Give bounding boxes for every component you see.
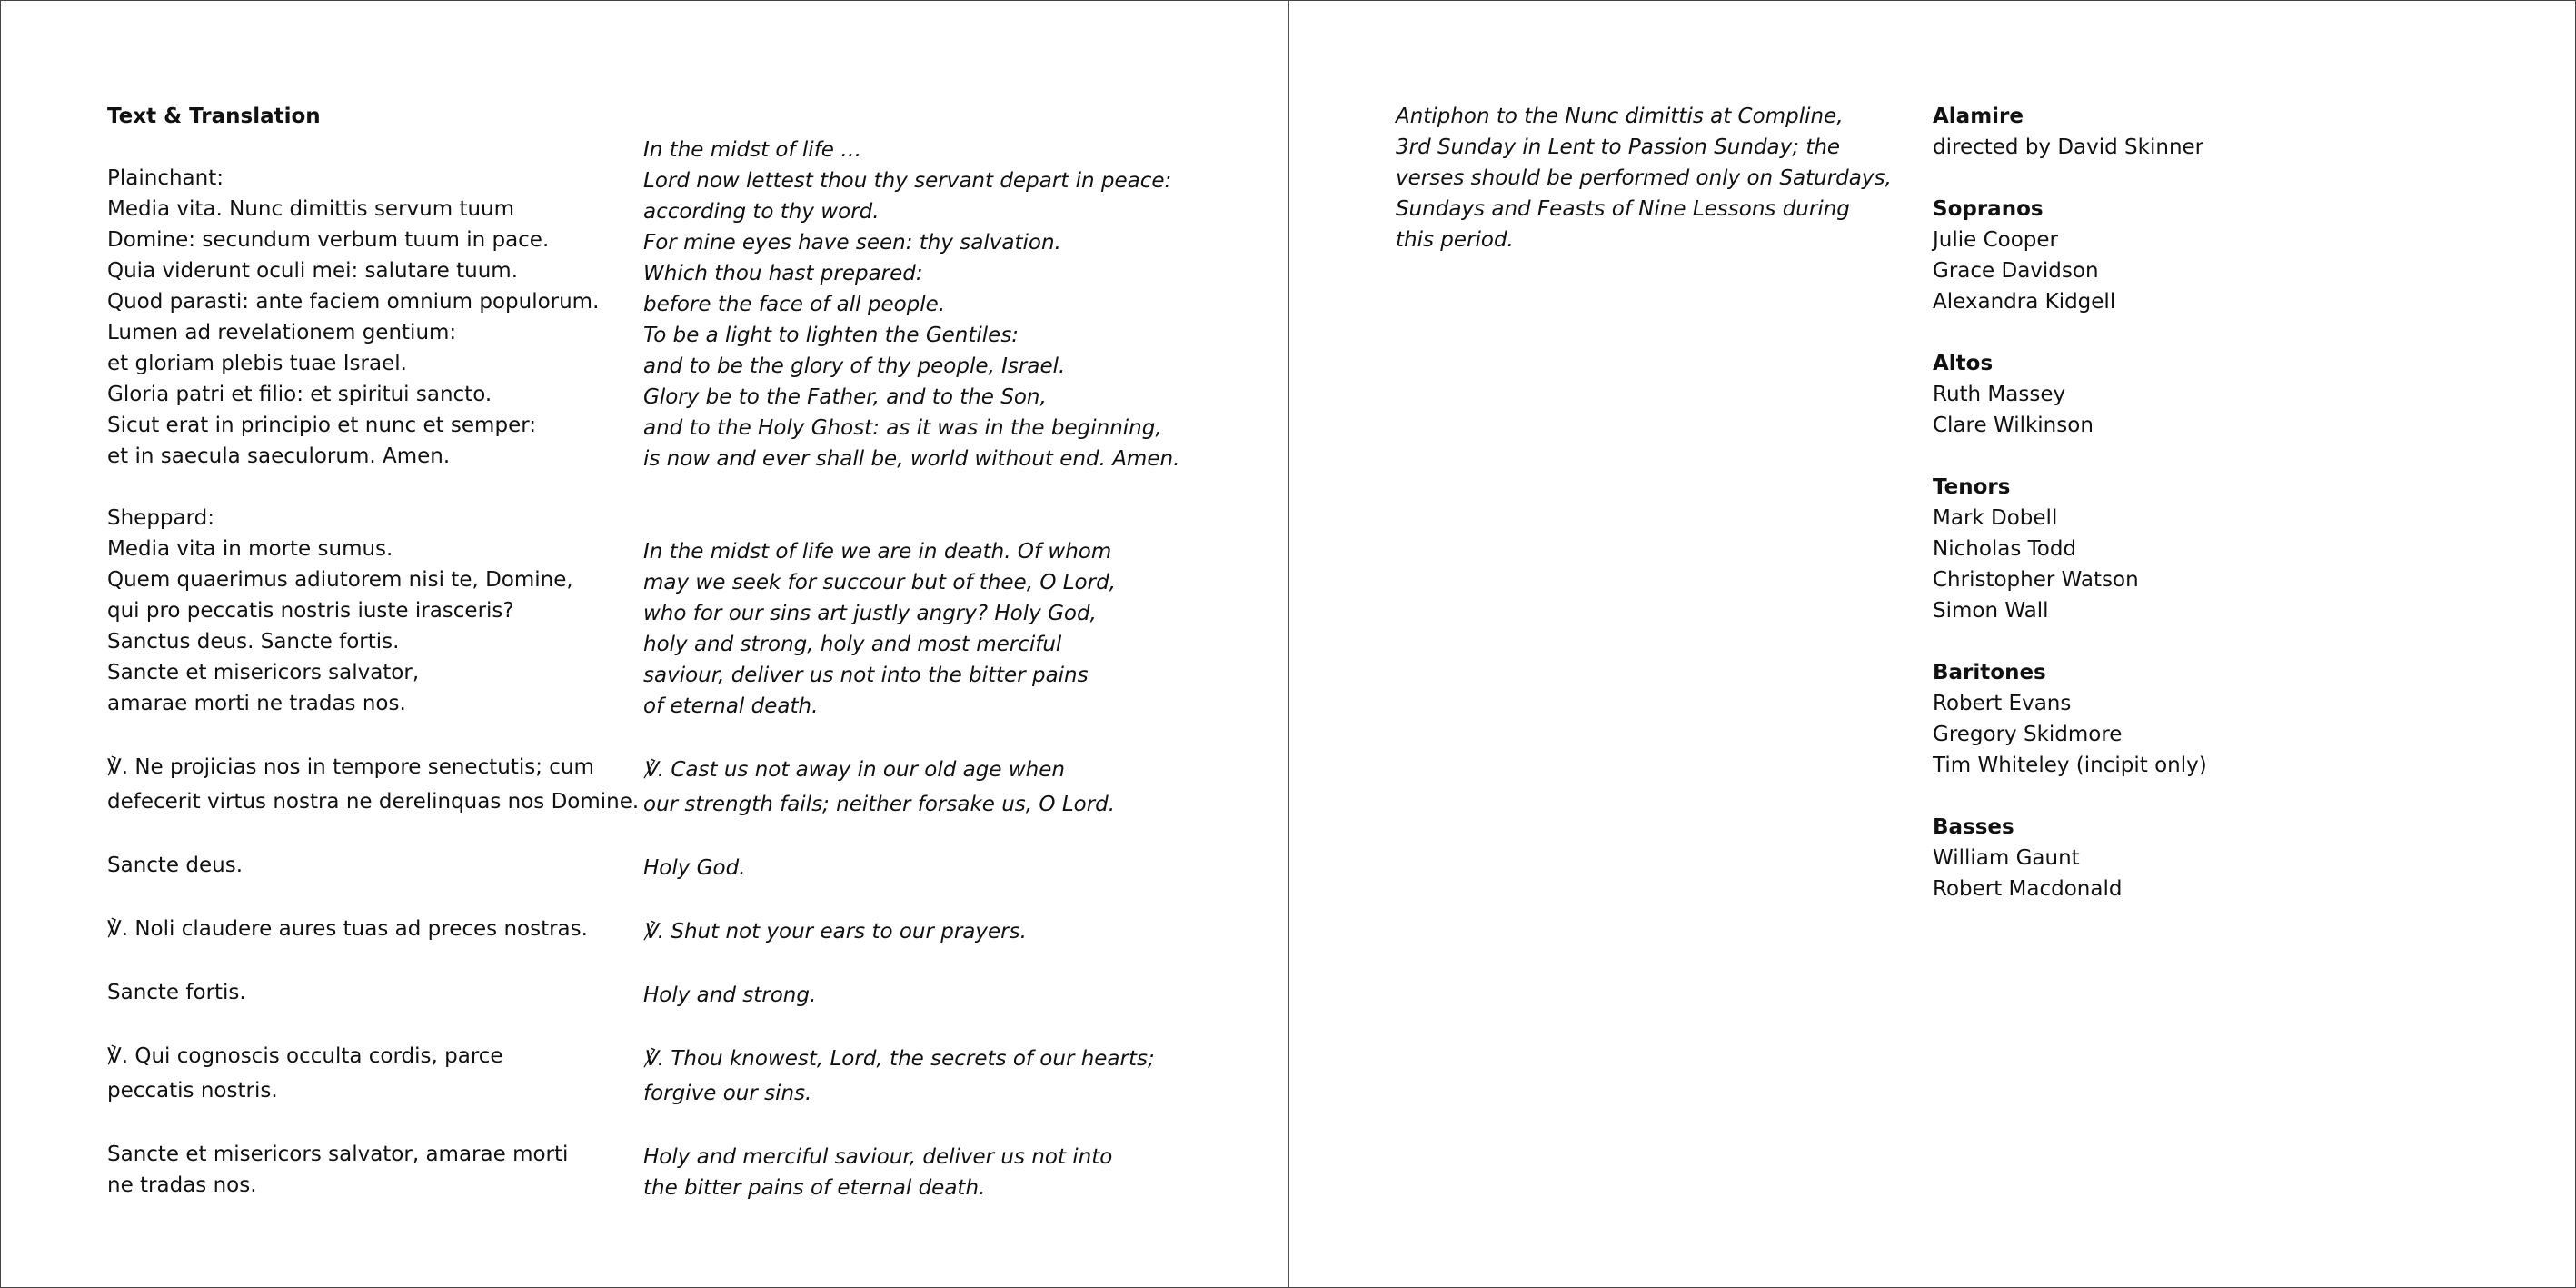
latin-line: amarae morti ne tradas nos. xyxy=(107,692,406,715)
singer-name: Robert Macdonald xyxy=(1933,877,2123,901)
latin-line: Quod parasti: ante faciem omnium populorum. xyxy=(107,290,600,314)
english-line: and to be the glory of thy people, Israel. xyxy=(643,354,1066,378)
singer-name: Tim Whiteley (incipit only) xyxy=(1933,754,2207,777)
singer-name: Robert Evans xyxy=(1933,692,2072,715)
latin-response: Sancte et misericors salvator, amarae morti xyxy=(107,1143,569,1166)
antiphon-line: this period. xyxy=(1396,228,1514,252)
english-line: saviour, deliver us not into the bitter pains xyxy=(643,664,1089,687)
english-line: before the face of all people. xyxy=(643,293,946,316)
latin-line: Sancte et misericors salvator, xyxy=(107,661,420,684)
english-line: Which thou hast prepared: xyxy=(643,262,923,285)
latin-line: Media vita in morte sumus. xyxy=(107,537,393,561)
latin-line: Sanctus deus. Sancte fortis. xyxy=(107,630,400,654)
singer-name: Grace Davidson xyxy=(1933,259,2099,283)
singer-name: William Gaunt xyxy=(1933,846,2080,870)
english-line: is now and ever shall be, world without end. Amen. xyxy=(643,447,1180,471)
section-title-tenors: Tenors xyxy=(1933,475,2011,499)
latin-line: Quem quaerimus adiutorem nisi te, Domine, xyxy=(107,568,573,592)
sheppard-label: Sheppard: xyxy=(107,506,215,530)
english-verse: ℣. Shut not your ears to our prayers. xyxy=(643,920,1027,944)
antiphon-line: verses should be performed only on Saturdays, xyxy=(1396,166,1892,190)
ensemble-name: Alamire xyxy=(1933,105,2024,128)
english-line: For mine eyes have seen: thy salvation. xyxy=(643,231,1061,255)
singer-name: Simon Wall xyxy=(1933,599,2049,623)
latin-line: Lumen ad revelationem gentium: xyxy=(107,321,457,344)
director-credit: directed by David Skinner xyxy=(1933,135,2204,159)
latin-response: ne tradas nos. xyxy=(107,1173,257,1197)
english-line: To be a light to lighten the Gentiles: xyxy=(643,324,1019,347)
singer-name: Clare Wilkinson xyxy=(1933,414,2094,437)
singer-name: Ruth Massey xyxy=(1933,383,2066,406)
english-line: and to the Holy Ghost: as it was in the beginning, xyxy=(643,416,1162,440)
english-line: who for our sins art justly angry? Holy God, xyxy=(643,602,1097,625)
latin-line: Domine: secundum verbum tuum in pace. xyxy=(107,228,550,252)
page-title: Text & Translation xyxy=(107,105,321,128)
singer-name: Gregory Skidmore xyxy=(1933,723,2123,746)
antiphon-note xyxy=(1396,101,1892,255)
english-response: Holy God. xyxy=(643,856,746,880)
latin-verse: peccatis nostris. xyxy=(107,1079,278,1103)
latin-text-column xyxy=(107,101,639,1201)
latin-line: et gloriam plebis tuae Israel. xyxy=(107,352,407,375)
section-title-sopranos: Sopranos xyxy=(1933,197,2044,221)
latin-verse: ℣. Noli claudere aures tuas ad preces nostras. xyxy=(107,917,588,941)
antiphon-line: 3rd Sunday in Lent to Passion Sunday; the xyxy=(1396,135,1841,159)
english-line: In the midst of life … xyxy=(643,138,862,162)
english-line: In the midst of life we are in death. Of whom xyxy=(643,540,1112,564)
english-response: Holy and strong. xyxy=(643,983,817,1007)
latin-line: et in saecula saeculorum. Amen. xyxy=(107,444,451,468)
english-response: the bitter pains of eternal death. xyxy=(643,1176,986,1200)
antiphon-line: Antiphon to the Nunc dimittis at Compline, xyxy=(1396,105,1844,128)
latin-verse: ℣. Qui cognoscis occulta cordis, parce xyxy=(107,1044,503,1068)
latin-line: qui pro peccatis nostris iuste irasceris? xyxy=(107,599,514,623)
page-fold xyxy=(1288,1,1289,1287)
latin-verse: defecerit virtus nostra ne derelinquas nos Domine. xyxy=(107,790,640,814)
singer-name: Christopher Watson xyxy=(1933,568,2139,592)
section-title-altos: Altos xyxy=(1933,352,1994,375)
latin-verse: ℣. Ne projicias nos in tempore senectutis; cum xyxy=(107,755,594,779)
english-verse: ℣. Cast us not away in our old age when xyxy=(643,758,1065,782)
english-line: of eternal death. xyxy=(643,694,819,718)
english-line: may we seek for succour but of thee, O Lord, xyxy=(643,571,1116,594)
performer-credits xyxy=(1933,101,2207,904)
latin-line: Media vita. Nunc dimittis servum tuum xyxy=(107,197,515,221)
english-line: Glory be to the Father, and to the Son, xyxy=(643,385,1047,409)
latin-line: Quia viderunt oculi mei: salutare tuum. xyxy=(107,259,519,283)
english-line: Lord now lettest thou thy servant depart in peace: xyxy=(643,169,1172,193)
english-verse: forgive our sins. xyxy=(643,1082,812,1105)
latin-response: Sancte fortis. xyxy=(107,981,246,1004)
plainchant-label: Plainchant: xyxy=(107,166,224,190)
singer-name: Julie Cooper xyxy=(1933,228,2059,252)
singer-name: Alexandra Kidgell xyxy=(1933,290,2116,314)
english-line: holy and strong, holy and most merciful xyxy=(643,633,1062,656)
latin-line: Sicut erat in principio et nunc et semper: xyxy=(107,414,537,437)
english-response: Holy and merciful saviour, deliver us not into xyxy=(643,1145,1113,1169)
section-title-basses: Basses xyxy=(1933,815,2014,839)
english-verse: our strength fails; neither forsake us, O Lord. xyxy=(643,793,1116,816)
latin-response: Sancte deus. xyxy=(107,854,244,877)
antiphon-line: Sundays and Feasts of Nine Lessons during xyxy=(1396,197,1850,221)
singer-name: Nicholas Todd xyxy=(1933,537,2077,561)
english-verse: ℣. Thou knowest, Lord, the secrets of our hearts; xyxy=(643,1047,1155,1071)
english-translation-column xyxy=(643,135,1179,1203)
singer-name: Mark Dobell xyxy=(1933,506,2058,530)
latin-line: Gloria patri et filio: et spiritui sancto. xyxy=(107,383,492,406)
section-title-baritones: Baritones xyxy=(1933,661,2046,684)
english-line: according to thy word. xyxy=(643,200,880,224)
